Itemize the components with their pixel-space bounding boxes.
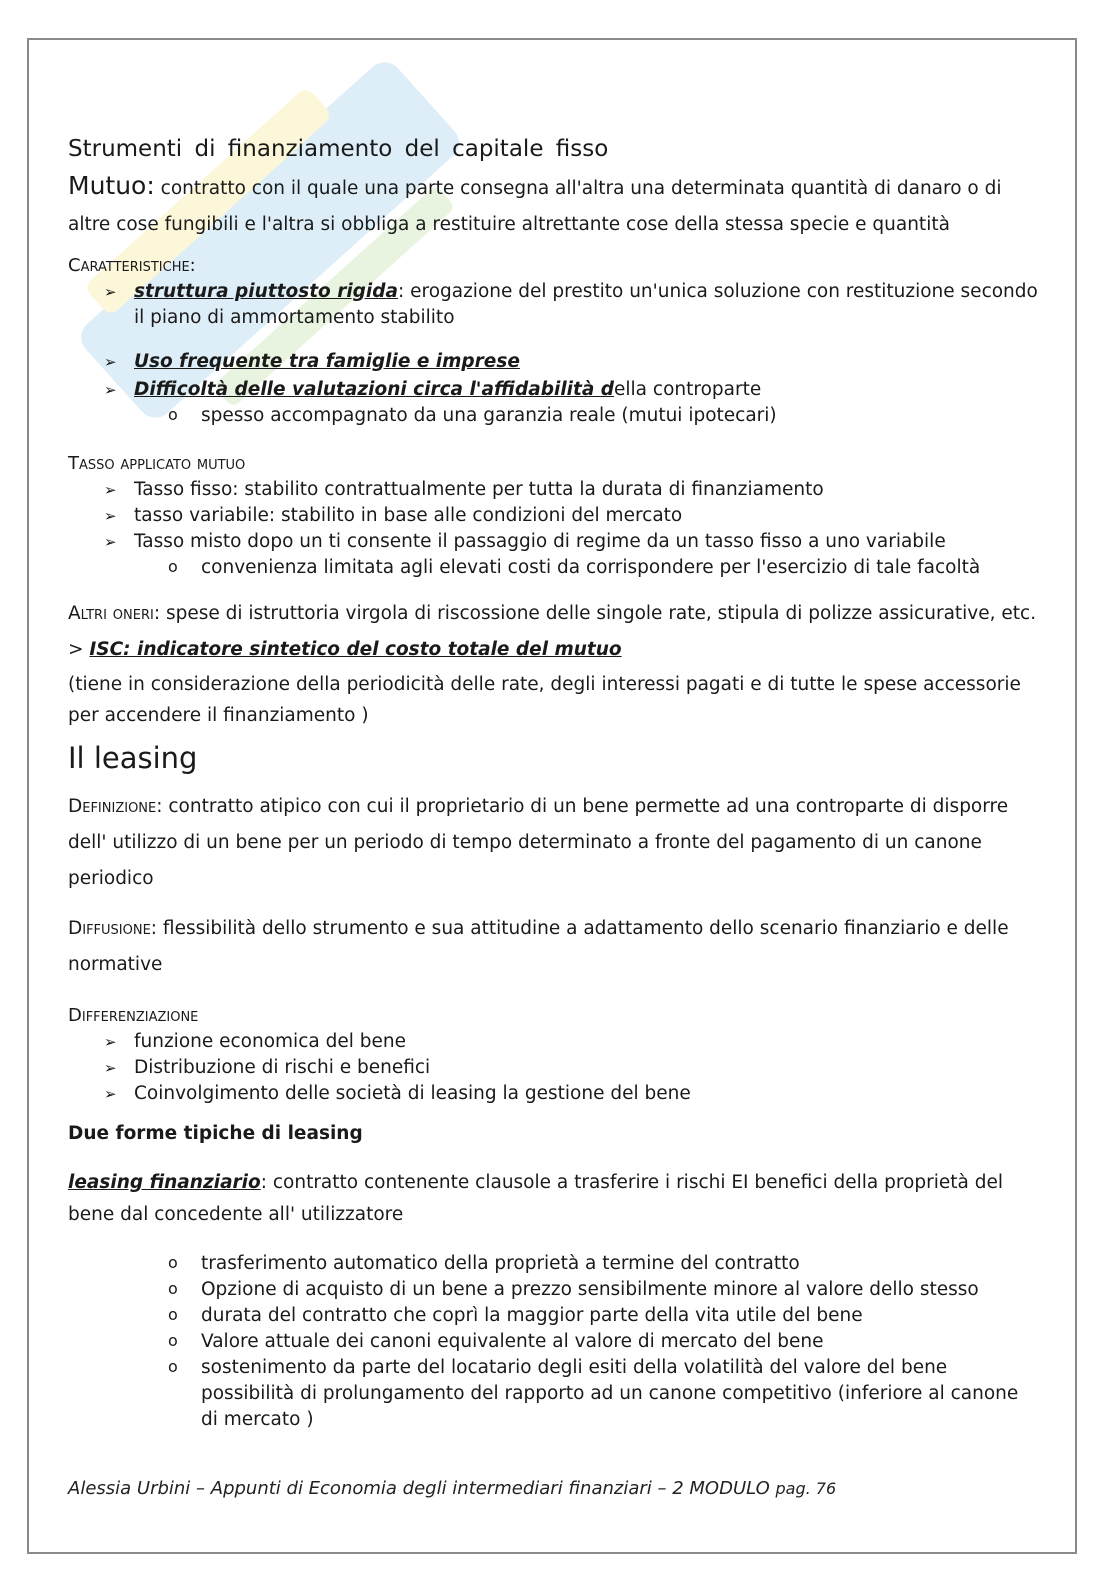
list-item <box>68 1029 1038 1055</box>
item-emphasis: Difficoltà delle valutazioni circa l'affidabilità d <box>134 379 615 400</box>
altri-oneri-text: spese di istruttoria virgola di riscossione delle singole rate, stipula di polizze assicurative, etc. <box>160 603 1037 624</box>
tasso-heading: Tasso applicato mutuo <box>68 453 246 474</box>
list-item <box>68 1277 1038 1303</box>
footer-text: Alessia Urbini – Appunti di Economia degli intermediari finanziari – 2 MODULO <box>68 1478 770 1499</box>
list-item <box>68 377 1038 403</box>
altri-oneri-term: Altri oneri: <box>68 603 161 624</box>
forme-heading: Due forme tipiche di leasing <box>68 1123 363 1144</box>
finanziario-term: leasing finanziario <box>68 1172 261 1193</box>
item-text: sostenimento da parte del locatario degli esiti della volatilità del valore del bene possibilità di prolungamento del rapporto ad un canone competitivo (inferiore al canone di mercato ) <box>201 1357 1019 1430</box>
circle-bullet-icon: o <box>168 557 178 576</box>
item-text: Distribuzione di rischi e benefici <box>134 1057 431 1078</box>
leasing-definizione <box>68 789 1038 897</box>
isc-prefix: > <box>68 639 90 660</box>
item-text: Tasso fisso: stabilito contrattualmente per tutta la durata di finanziamento <box>134 479 824 500</box>
tasso-list <box>68 477 1038 555</box>
arrow-bullet-icon: ➢ <box>104 353 117 371</box>
leasing-title: Il leasing <box>68 741 198 775</box>
caratteristiche-list <box>68 279 1038 403</box>
circle-bullet-icon: o <box>168 1331 178 1350</box>
tasso-sublist <box>68 555 1038 581</box>
item-text: Coinvolgimento delle società di leasing la gestione del bene <box>134 1083 691 1104</box>
circle-bullet-icon: o <box>168 1253 178 1272</box>
definizione-text: : contratto atipico con cui il proprietario di un bene permette ad una controparte di disporre dell' utilizzo di un bene per un periodo di tempo determinato a fronte del pagamento di un canone periodico <box>68 796 1009 889</box>
list-item <box>68 503 1038 529</box>
item-text: ella controparte <box>614 379 762 400</box>
circle-bullet-icon: o <box>168 1357 178 1376</box>
item-text: Opzione di acquisto di un bene a prezzo sensibilmente minore al valore dello stesso <box>201 1279 979 1300</box>
list-item <box>68 1303 1038 1329</box>
isc-label: ISC: indicatore sintetico del costo totale del mutuo <box>89 639 622 660</box>
list-item <box>68 1251 1038 1277</box>
list-item <box>68 1329 1038 1355</box>
caratteristiche-heading: Caratteristiche: <box>68 255 196 276</box>
page-number: pag. 76 <box>775 1479 837 1498</box>
list-item <box>68 403 1038 429</box>
mutuo-definition <box>68 168 1038 243</box>
arrow-bullet-icon: ➢ <box>104 381 117 399</box>
arrow-bullet-icon: ➢ <box>104 533 117 551</box>
item-text: durata del contratto che coprì la maggior parte della vita utile del bene <box>201 1305 863 1326</box>
isc-line <box>68 637 1038 663</box>
arrow-bullet-icon: ➢ <box>104 283 117 301</box>
mutuo-text: contratto con il quale una parte consegna all'altra una determinata quantità di danaro o di altre cose fungibili e l'altra si obbliga a restituire altrettante cose della stessa specie e quantità <box>68 178 1002 235</box>
isc-note: (tiene in considerazione della periodicità delle rate, degli interessi pagati e di tutte le spese accessorie per accendere il finanziamento ) <box>68 674 1021 726</box>
item-text: convenienza limitata agli elevati costi da corrispondere per l'esercizio di tale facoltà <box>201 557 981 578</box>
circle-bullet-icon: o <box>168 1279 178 1298</box>
list-item <box>68 1081 1038 1107</box>
arrow-bullet-icon: ➢ <box>104 1085 117 1103</box>
list-item <box>68 1055 1038 1081</box>
diffusione-term: Diffusione: <box>68 918 158 939</box>
item-emphasis: Uso frequente tra famiglie e imprese <box>134 351 520 372</box>
list-item <box>68 279 1038 331</box>
arrow-bullet-icon: ➢ <box>104 507 117 525</box>
item-text: tasso variabile: stabilito in base alle condizioni del mercato <box>134 505 683 526</box>
arrow-bullet-icon: ➢ <box>104 481 117 499</box>
caratteristiche-sublist <box>68 403 1038 429</box>
page-footer <box>68 1478 836 1499</box>
mutuo-term: Mutuo: <box>68 171 155 200</box>
definizione-term: Definizione <box>68 796 157 817</box>
finanziario-text: : contratto contenente clausole a trasferire i rischi EI benefici della proprietà del bene dal concedente all' utilizzatore <box>68 1172 1003 1225</box>
list-item <box>68 529 1038 555</box>
list-item <box>68 477 1038 503</box>
leasing-diffusione <box>68 911 1038 983</box>
circle-bullet-icon: o <box>168 1305 178 1324</box>
altri-oneri <box>68 601 1038 627</box>
item-text: spesso accompagnato da una garanzia reale (mutui ipotecari) <box>201 405 777 426</box>
page-title: Strumenti di finanziamento del capitale fisso <box>68 136 609 162</box>
item-emphasis: struttura piuttosto rigida <box>134 281 398 302</box>
finanziario-list <box>68 1251 1038 1433</box>
differenziazione-list <box>68 1029 1038 1107</box>
list-item <box>68 555 1038 581</box>
diffusione-text: flessibilità dello strumento e sua attitudine a adattamento dello scenario finanziario e delle normative <box>68 918 1009 975</box>
differenziazione-heading: Differenziazione <box>68 1005 199 1026</box>
leasing-finanziario <box>68 1167 1038 1231</box>
arrow-bullet-icon: ➢ <box>104 1059 117 1077</box>
item-text: Valore attuale dei canoni equivalente al valore di mercato del bene <box>201 1331 824 1352</box>
item-text: : erogazione del prestito un'unica soluzione con restituzione secondo il piano di ammortamento stabilito <box>134 281 1038 328</box>
page-content <box>68 136 1038 1433</box>
item-text: Tasso misto dopo un ti consente il passaggio di regime da un tasso fisso a uno variabile <box>134 531 946 552</box>
list-item <box>68 1355 1038 1433</box>
item-text: trasferimento automatico della proprietà a termine del contratto <box>201 1253 800 1274</box>
item-text: funzione economica del bene <box>134 1031 406 1052</box>
arrow-bullet-icon: ➢ <box>104 1033 117 1051</box>
circle-bullet-icon: o <box>168 405 178 424</box>
list-item <box>68 349 1038 375</box>
